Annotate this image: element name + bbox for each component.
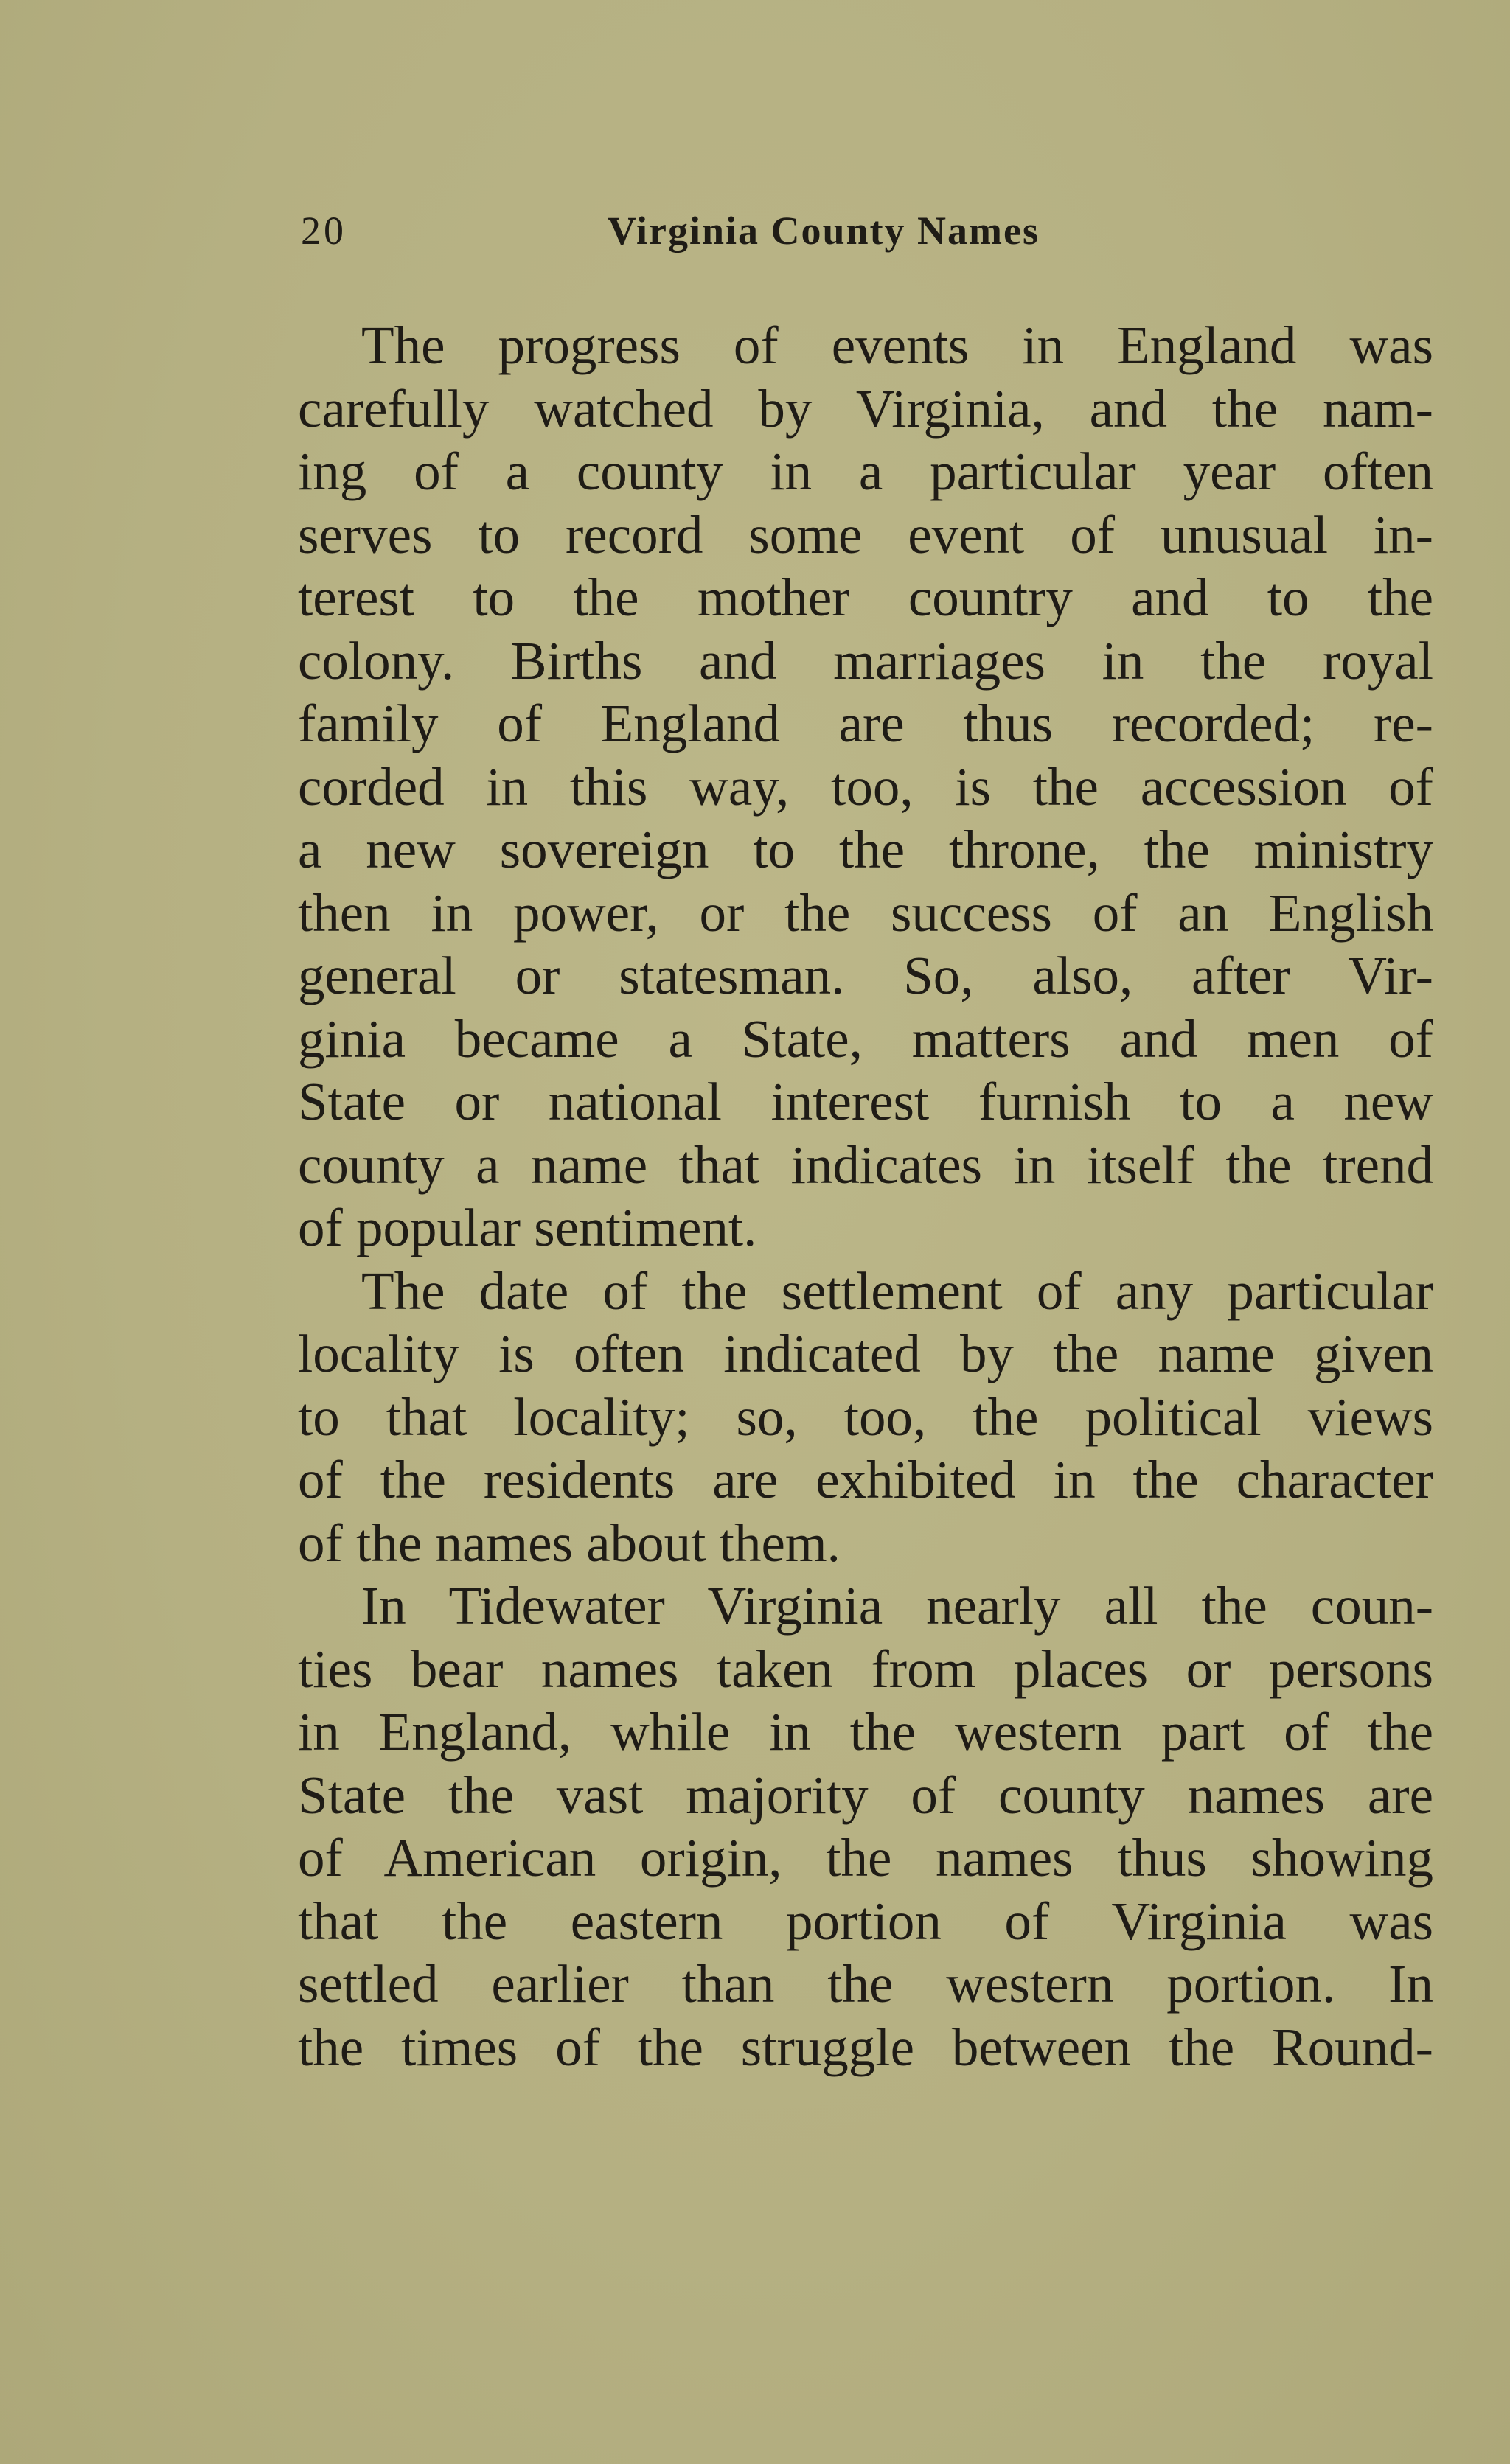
text-line: terest to the mother country and to the [298,568,1433,627]
text-line: ginia became a State, matters and men of [298,1008,1433,1069]
text-line: the times of the struggle between the Round- [298,2017,1433,2077]
text-line: in England, while in the western part of the [298,1702,1433,1762]
text-line: to that locality; so, too, the political views [298,1386,1433,1447]
text-line: locality is often indicated by the name given [298,1324,1433,1383]
text-line: ing of a county in a particular year often [298,442,1433,501]
text-line: colony. Births and marriages in the royal [298,630,1433,691]
text-line: family of England are thus recorded; re- [298,694,1433,753]
text-line: general or statesman. So, also, after Vir- [298,946,1433,1005]
text-line: ties bear names taken from places or persons [298,1638,1433,1699]
text-line: In Tidewater Virginia nearly all the coun- [361,1576,1433,1636]
body-text [298,314,1433,2079]
text-line: of the names about them. [298,1512,841,1573]
text-line: then in power, or the success of an English [298,882,1433,943]
text-line: State or national interest furnish to a new [298,1072,1433,1131]
text-line: serves to record some event of unusual in- [298,504,1433,565]
text-line: county a name that indicates in itself the trend [298,1134,1433,1195]
text-line: The date of the settlement of any particular [361,1260,1433,1321]
text-line: of popular sentiment. [298,1198,757,1257]
text-line: The progress of events in England was [361,315,1433,375]
text-line: of American origin, the names thus showing [298,1828,1433,1888]
text-line: that the eastern portion of Virginia was [298,1891,1433,1951]
paragraph-1 [298,314,1433,1260]
page-number: 20 [301,209,347,253]
text-line: carefully watched by Virginia, and the nam- [298,378,1433,439]
paragraph-2 [298,1260,1433,1575]
page-header [301,208,1127,259]
running-title: Virginia County Names [608,209,1040,253]
paragraph-3 [298,1574,1433,2079]
text-line: of the residents are exhibited in the character [298,1450,1433,1510]
text-line: a new sovereign to the throne, the ministry [298,820,1433,879]
text-line: settled earlier than the western portion. In [298,1954,1433,2014]
text-line: corded in this way, too, is the accession of [298,756,1433,817]
text-line: State the vast majority of county names are [298,1765,1433,1825]
